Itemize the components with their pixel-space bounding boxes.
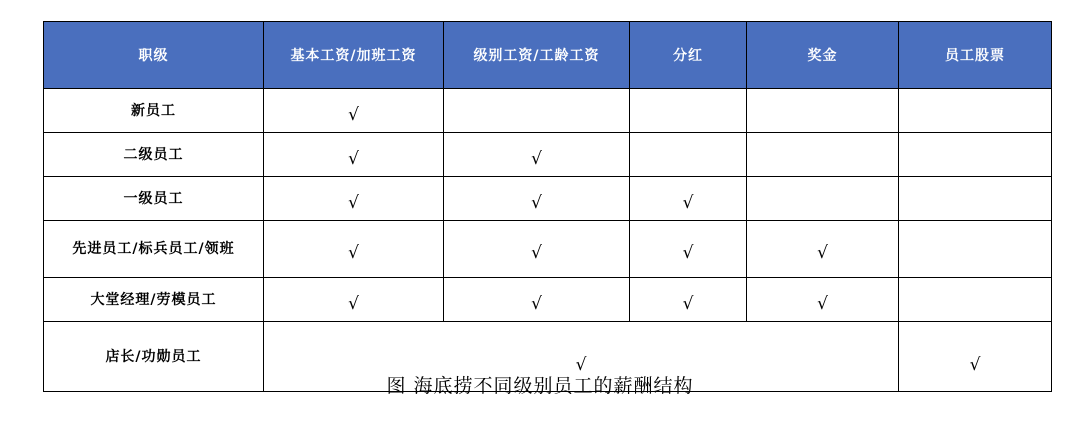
empty-cell [899,278,1052,322]
check-mark: √ [630,278,747,322]
empty-cell [747,89,899,133]
figure-caption: 图 海底捞不同级别员工的薪酬结构 [386,375,694,397]
check-mark: √ [444,278,630,322]
header-rank: 职级 [44,22,264,89]
row-role-label: 新员工 [44,89,264,133]
header-level-seniority-pay: 级别工资/工龄工资 [444,22,630,89]
check-mark: √ [444,133,630,177]
empty-cell [630,89,747,133]
check-mark: √ [264,89,444,133]
header-bonus: 奖金 [747,22,899,89]
check-mark: √ [899,322,1052,392]
check-mark: √ [444,221,630,278]
row-role-label: 二级员工 [44,133,264,177]
row-role-label: 店长/功勋员工 [44,322,264,392]
header-base-overtime-pay: 基本工资/加班工资 [264,22,444,89]
check-mark: √ [747,278,899,322]
empty-cell [899,177,1052,221]
empty-cell [899,89,1052,133]
check-mark: √ [444,177,630,221]
row-role-label: 先进员工/标兵员工/领班 [44,221,264,278]
check-mark: √ [264,133,444,177]
table-row [44,278,1052,322]
table-row [44,89,1052,133]
table-row [44,221,1052,278]
compensation-table [43,21,1052,392]
header-dividend: 分红 [630,22,747,89]
empty-cell [747,133,899,177]
check-mark: √ [630,177,747,221]
empty-cell [630,133,747,177]
table-header-row [44,22,1052,89]
row-role-label: 一级员工 [44,177,264,221]
empty-cell [899,221,1052,278]
table-row [44,133,1052,177]
check-mark: √ [264,278,444,322]
empty-cell [747,177,899,221]
header-employee-stock: 员工股票 [899,22,1052,89]
row-role-label: 大堂经理/劳模员工 [44,278,264,322]
check-mark: √ [630,221,747,278]
empty-cell [444,89,630,133]
compensation-table-container [43,21,1051,392]
check-mark: √ [264,221,444,278]
check-mark: √ [747,221,899,278]
empty-cell [899,133,1052,177]
check-mark-merged: √ [264,322,899,392]
table-row [44,177,1052,221]
check-mark: √ [264,177,444,221]
